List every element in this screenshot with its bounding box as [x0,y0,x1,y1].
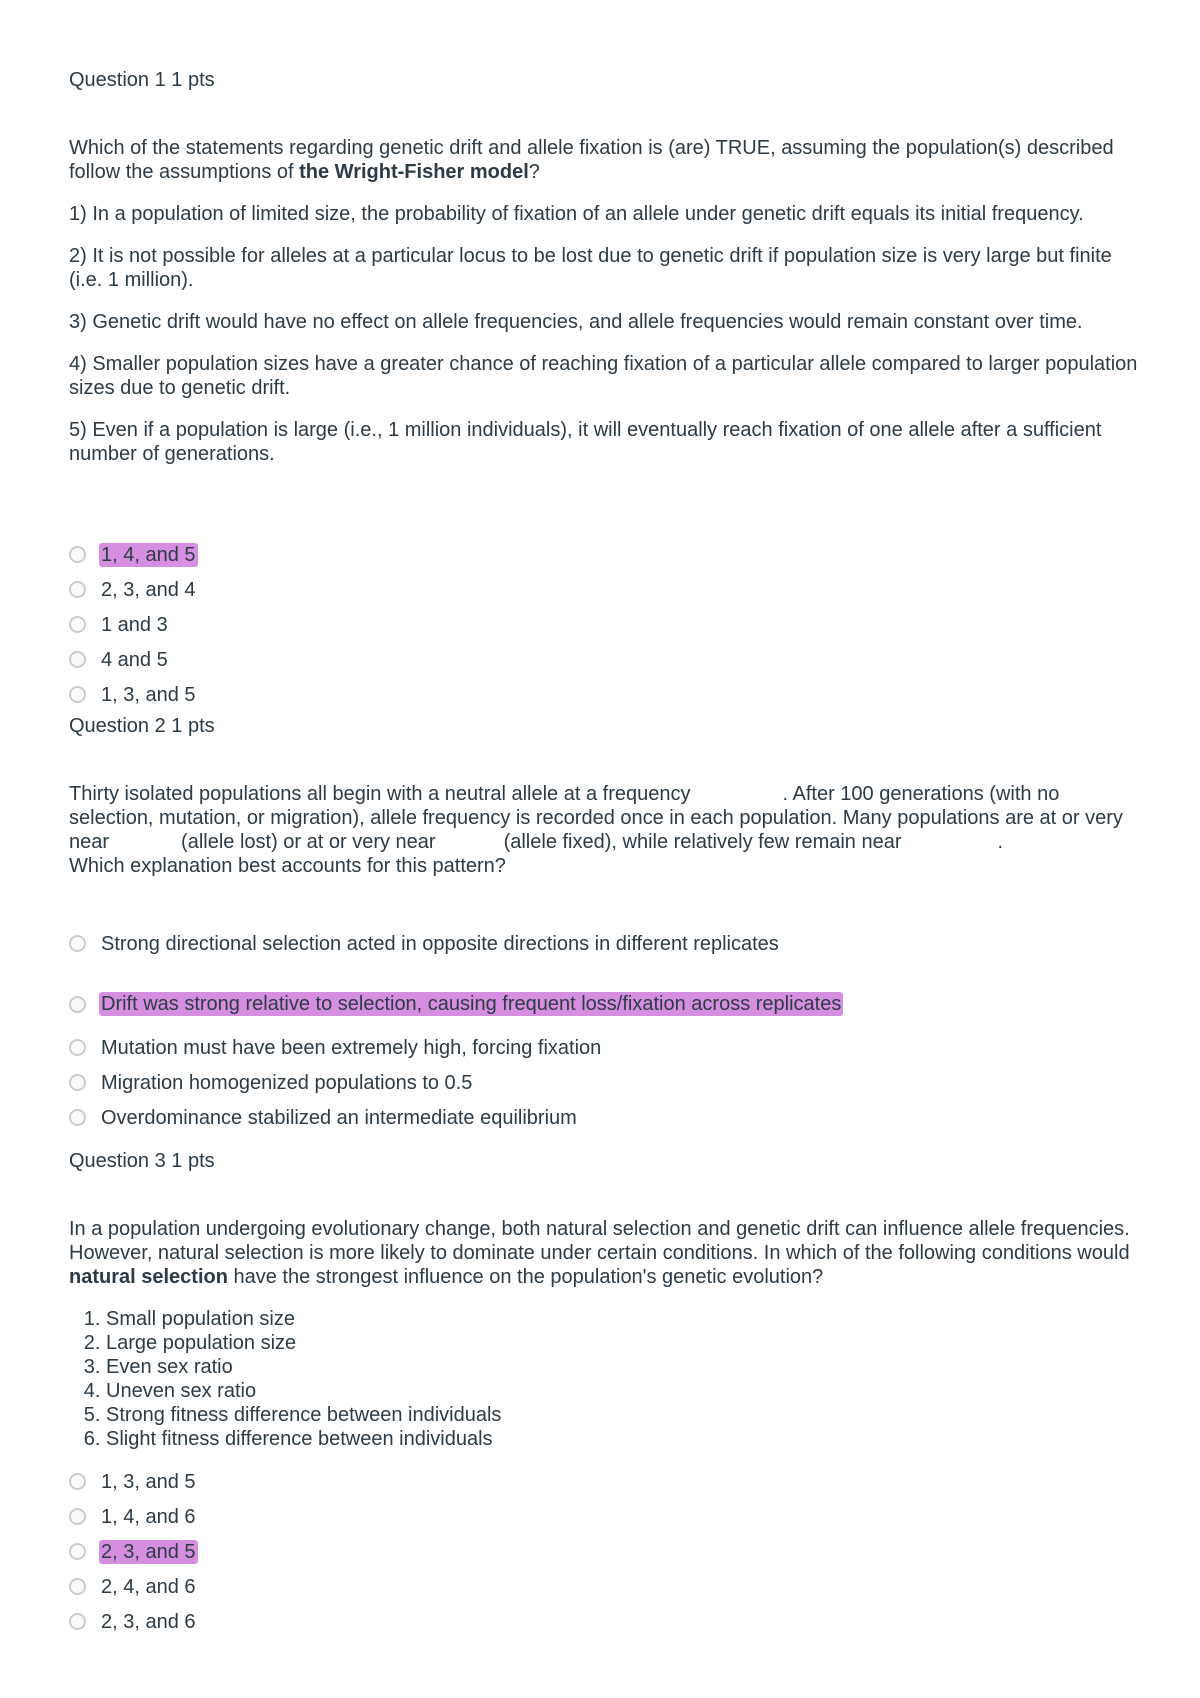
prompt-text: . After 100 generations (with no selection, mutation, or migration), allele frequency is recorded once in each population. Many populations are at or very near [69,783,1123,853]
question-2 [69,714,1139,738]
prompt-text: Which of the statements regarding genetic drift and allele fixation is (are) TRUE, assuming the population(s) described follow the assumptions of [69,137,1114,183]
question-prompt [69,1217,1139,1289]
prompt-text: . [997,831,1004,853]
answer-label: 2, 3, and 4 [101,578,196,601]
conditions-list [69,1307,1139,1451]
radio-button[interactable] [69,616,86,633]
condition-item: 3. Even sex ratio [106,1355,1139,1379]
answer-option[interactable] [69,677,1139,712]
answer-option[interactable] [69,642,1139,677]
radio-button[interactable] [69,546,86,563]
question-3-stem [69,1217,1139,1465]
radio-button[interactable] [69,1473,86,1490]
radio-button[interactable] [69,1109,86,1126]
condition-item: 1. Small population size [106,1307,1139,1331]
question-prompt [69,782,1139,878]
prompt-bold: the Wright-Fisher model [299,161,529,183]
condition-item: 6. Slight fitness difference between individuals [106,1427,1139,1451]
prompt-text-end: have the strongest influence on the population's genetic evolution? [227,1266,824,1288]
answer-option[interactable] [69,1100,1139,1135]
answer-label: Overdominance stabilized an intermediate equilibrium [101,1106,577,1129]
radio-button[interactable] [69,935,86,952]
statement: 5) Even if a population is large (i.e., 1 million individuals), it will eventually reach fixation of one allele after a sufficient number of generations. [69,419,1102,465]
answer-label: 4 and 5 [101,648,168,671]
answer-option[interactable] [69,537,1139,572]
radio-button[interactable] [69,996,86,1013]
answer-label: Strong directional selection acted in opposite directions in different replicates [101,932,779,955]
answer-option[interactable] [69,572,1139,607]
answer-label: Drift was strong relative to selection, causing frequent loss/fixation across replicates [101,993,842,1015]
statement: 2) It is not possible for alleles at a particular locus to be lost due to genetic drift if population size is very large but finite (i.e. 1 million). [69,245,1112,291]
answer-label: 1, 4, and 6 [101,1505,196,1528]
question-3-answers [69,1464,1139,1639]
condition-item: 2. Large population size [106,1331,1139,1355]
prompt-text: In a population undergoing evolutionary change, both natural selection and genetic drift can influence allele frequencies. However, natural selection is more likely to dominate under certain conditions. In which of the following conditions would [69,1218,1130,1264]
statement: 3) Genetic drift would have no effect on allele frequencies, and allele frequencies would remain constant over time. [69,311,1083,333]
condition-item: 5. Strong fitness difference between individuals [106,1403,1139,1427]
question-header: Question 1 1 pts [69,69,215,91]
radio-button[interactable] [69,1578,86,1595]
answer-option[interactable] [69,1030,1139,1065]
answer-option[interactable] [69,1534,1139,1569]
answer-option[interactable] [69,978,1139,1030]
radio-button[interactable] [69,1543,86,1560]
radio-button[interactable] [69,686,86,703]
prompt-text-end: ? [528,161,540,183]
radio-button[interactable] [69,581,86,598]
statement: 4) Smaller population sizes have a greater chance of reaching fixation of a particular allele compared to larger population sizes due to genetic drift. [69,353,1138,399]
radio-button[interactable] [69,1039,86,1056]
prompt-text: Thirty isolated populations all begin with a neutral allele at a frequency [69,783,691,805]
answer-label: 1, 3, and 5 [101,1470,196,1493]
prompt-bold: natural selection [69,1266,228,1288]
question-1-answers [69,537,1139,712]
question-1 [69,68,1139,92]
question-2-stem [69,782,1139,896]
answer-label: Migration homogenized populations to 0.5 [101,1071,473,1094]
answer-option[interactable] [69,1569,1139,1604]
answer-option[interactable] [69,1464,1139,1499]
answer-label: 1, 3, and 5 [101,683,196,706]
answer-label: 2, 3, and 6 [101,1610,196,1633]
question-1-stem [69,136,1139,484]
question-3 [69,1149,1139,1173]
answer-option[interactable] [69,909,1139,978]
answer-option[interactable] [69,1499,1139,1534]
answer-label: Mutation must have been extremely high, forcing fixation [101,1036,602,1059]
question-header: Question 2 1 pts [69,715,215,737]
answer-label: 1 and 3 [101,613,168,636]
prompt-text: (allele lost) or at or very near [181,831,436,853]
prompt-text: (allele fixed), while relatively few remain near [503,831,902,853]
radio-button[interactable] [69,1613,86,1630]
radio-button[interactable] [69,651,86,668]
answer-option[interactable] [69,1065,1139,1100]
question-header: Question 3 1 pts [69,1150,215,1172]
answer-option[interactable] [69,607,1139,642]
prompt-text: Which explanation best accounts for this pattern? [69,855,506,877]
radio-button[interactable] [69,1508,86,1525]
question-prompt [69,136,1139,184]
radio-button[interactable] [69,1074,86,1091]
answer-option[interactable] [69,1604,1139,1639]
answer-label: 1, 4, and 5 [101,543,196,566]
answer-label: 2, 4, and 6 [101,1575,196,1598]
answer-label: 2, 3, and 5 [101,1540,196,1563]
question-2-answers [69,909,1139,1135]
statement: 1) In a population of limited size, the probability of fixation of an allele under genetic drift equals its initial frequency. [69,203,1084,225]
condition-item: 4. Uneven sex ratio [106,1379,1139,1403]
